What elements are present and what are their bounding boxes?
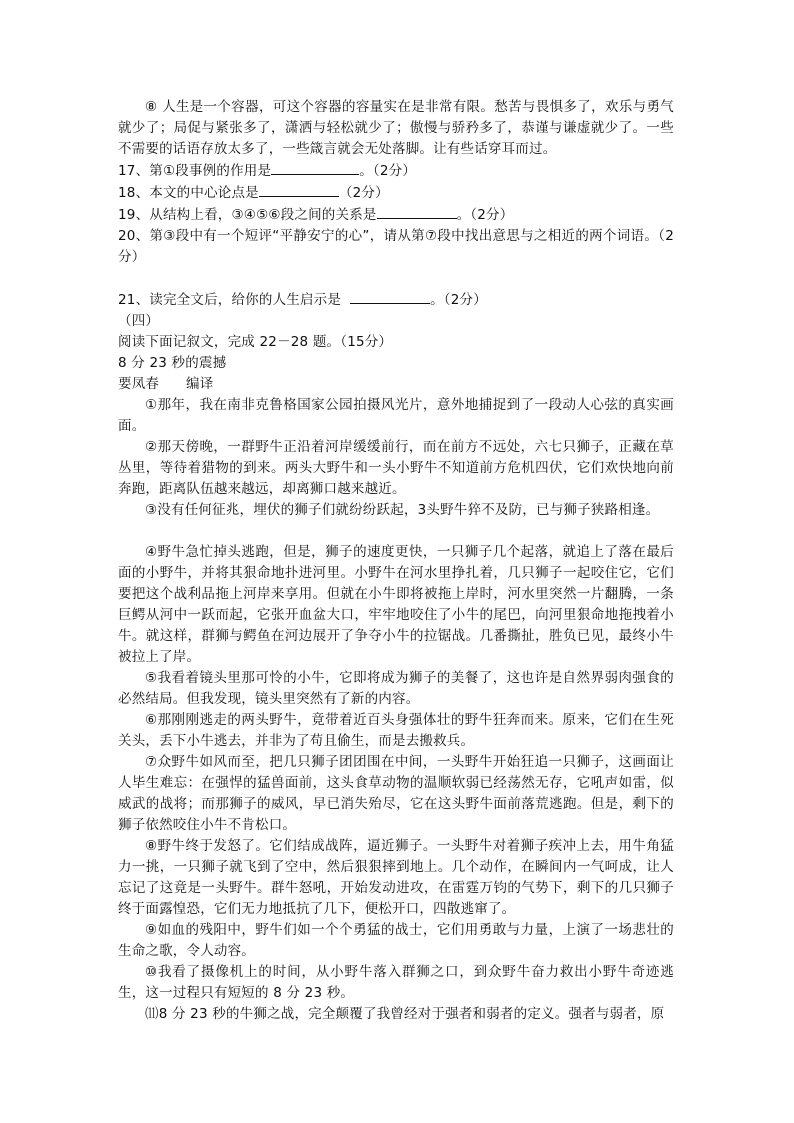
question-18-text: 18、本文的中心论点是	[118, 185, 259, 201]
story-paragraph-4: ④野牛急忙掉头逃跑，但是，狮子的速度更快，一只狮子几个起落，就追上了落在最后面的小野牛，并将其狠命地扑进河里。小野牛在河水里挣扎着，几只狮子一起咬住它，它们要把这个战利品拖上河岸来享用。但就在小牛即将被拖上岸时，河水里突然一片翻腾，一条巨鳄从河中一跃而起，它张开血盆大口，牢牢地咬住了小牛的尾巴，向河里狠命地拖拽着小牛。就这样，群狮与鳄鱼在河边展开了争夺小牛的拉锯战。几番撕扯，胜负已见，最终小牛被拉上了岸。	[118, 544, 674, 665]
story-paragraph-11: ⑾8 分 23 秒的牛狮之战，完全颠覆了我曾经对于强者和弱者的定义。强者与弱者，原	[145, 1006, 665, 1022]
story-paragraph-3: ③没有任何征兆，埋伏的狮子们就纷纷跃起，3头野牛猝不及防，已与狮子狭路相逢。	[145, 502, 660, 518]
question-21	[118, 289, 674, 311]
question-19-text: 19、从结构上看，③④⑤⑥段之间的关系是	[118, 207, 377, 223]
question-17-answer-blank[interactable]	[271, 160, 359, 175]
story-paragraph-7: ⑦众野牛如风而至，把几只狮子团团围在中间，一头野牛开始狂追一只狮子，这画面让人毕生难忘：在强悍的猛兽面前，这头食草动物的温顺软弱已经荡然无存，它吼声如雷，似威武的战将；而那狮子的威风，早已消失殆尽，它在这头野牛面前落荒逃跑。但是，剩下的狮子依然咬住小牛不肯松口。	[118, 754, 674, 833]
question-20: 20、第③段中有一个短评“平静安宁的心”，请从第⑦段中找出意思与之相近的两个词语。（2分）	[118, 228, 674, 265]
question-17	[118, 160, 674, 182]
question-21-score: 。（2分）	[430, 292, 487, 308]
spacer	[118, 268, 674, 289]
part-four-label: （四）	[118, 313, 160, 329]
question-21-text: 21、读完全文后，给你的人生启示是	[118, 292, 351, 308]
story-paragraph-8: ⑧野牛终于发怒了。它们结成战阵，逼近狮子。一头野牛对着狮子疾冲上去，用牛角猛力一挑，一只狮子就飞到了空中，然后狠狠摔到地上。几个动作，在瞬间内一气呵成，让人忘记了这竟是一头野牛。群牛怒吼，开始发动进攻，在雷霆万钧的气势下，剩下的几只狮子终于面露惶恐，它们无力地抵抗了几下，便松开口，四散逃窜了。	[118, 838, 674, 917]
story-paragraph-1: ①那年，我在南非克鲁格国家公园拍摄风光片，意外地捕捉到了一段动人心弦的真实画面。	[118, 397, 674, 434]
spacer	[118, 521, 674, 542]
paragraph-8: ⑧ 人生是一个容器，可这个容器的容量实在是非常有限。愁苦与畏惧多了，欢乐与勇气就少了；局促与紧张多了，潇洒与轻松就少了；傲慢与骄矜多了，恭谨与谦虚就少了。一些不需要的话语存放太多了，一些箴言就会无处落脚。让有些话穿耳而过。	[118, 99, 674, 157]
story-paragraph-9: ⑨如血的残阳中，野牛们如一个个勇猛的战士，它们用勇敢与力量，上演了一场悲壮的生命之歌，令人动容。	[118, 922, 674, 959]
question-21-answer-blank[interactable]	[350, 289, 430, 304]
part-four-instruction: 阅读下面记叙文，完成 22－28 题。（15分）	[118, 334, 393, 350]
document-page	[118, 97, 674, 1025]
question-18-answer-blank[interactable]	[259, 182, 339, 197]
story-title: 8 分 23 秒的震撼	[118, 355, 227, 371]
question-19-score: 。（2分）	[456, 207, 514, 223]
question-17-text: 17、第①段事例的作用是	[118, 163, 272, 179]
story-byline: 要凤春 编译	[118, 376, 214, 392]
story-paragraph-6: ⑥那刚刚逃走的两头野牛，竟带着近百头身强体壮的野牛狂奔而来。原来，它们在生死关头，丢下小牛逃去，并非为了苟且偷生，而是去搬救兵。	[118, 712, 674, 749]
question-18	[118, 182, 674, 204]
story-paragraph-5: ⑤我看着镜头里那可怜的小牛，它即将成为狮子的美餐了，这也许是自然界弱肉强食的必然结局。但我发现，镜头里突然有了新的内容。	[118, 670, 674, 707]
question-19-answer-blank[interactable]	[377, 204, 457, 219]
question-18-score: （2分）	[338, 185, 389, 201]
story-paragraph-2: ②那天傍晚，一群野牛正沿着河岸缓缓前行，而在前方不远处，六七只狮子，正藏在草丛里，等待着猎物的到来。两头大野牛和一头小野牛不知道前方危机四伏，它们欢快地向前奔跑，距离队伍越来越远，却离狮口越来越近。	[118, 439, 674, 497]
question-19	[118, 204, 674, 226]
story-paragraph-10: ⑩我看了摄像机上的时间，从小野牛落入群狮之口，到众野牛奋力救出小野牛奇迹逃生，这一过程只有短短的 8 分 23 秒。	[118, 964, 674, 1001]
question-17-score: 。（2分）	[359, 163, 417, 179]
